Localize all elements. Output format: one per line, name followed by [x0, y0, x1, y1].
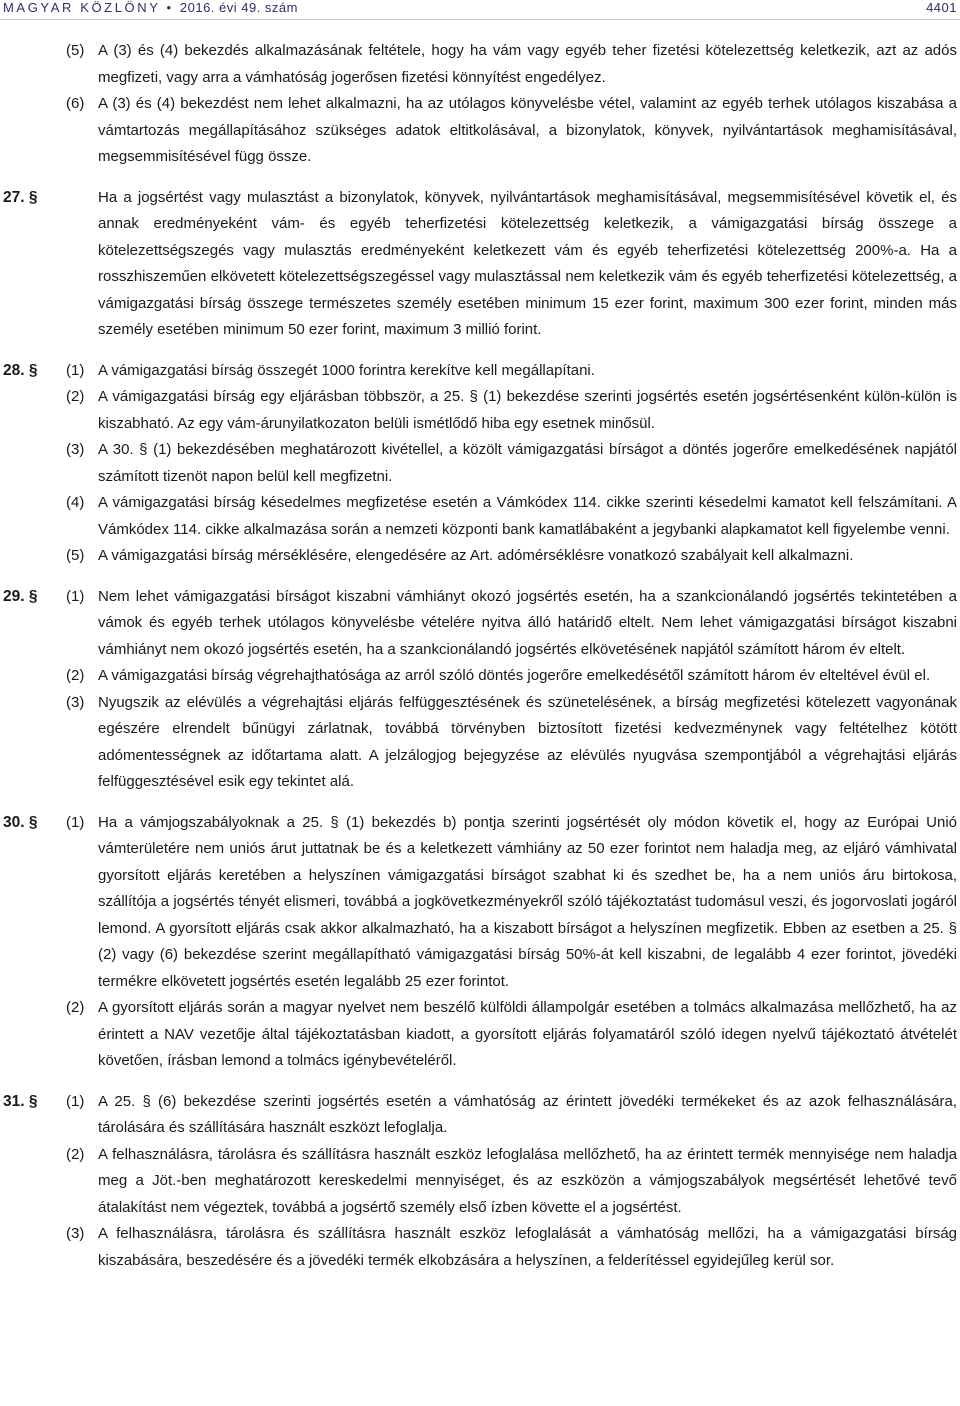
paragraph-number: (2)	[66, 1145, 85, 1163]
journal-title	[3, 0, 298, 15]
paragraph	[0, 437, 960, 490]
issue-label: 2016. évi 49. szám	[179, 0, 298, 15]
paragraph-text: A vámigazgatási bírság összegét 1000 forintra kerekítve kell megállapítani.	[98, 361, 595, 379]
section-number: 30. §	[3, 813, 38, 831]
paragraph	[0, 584, 960, 664]
paragraph-text: Nem lehet vámigazgatási bírságot kiszabni vámhiányt okozó jogsértés esetén, ha a szankcionálandó jogsértés tekintetében a vámok és egyéb terhek utólagos könyvelésbe vételére nyitva álló határidő eltelt. Nem lehet vámigazgatási bírságot kiszabni vámhiányt nem okozó jogsértés esetén, ha a szankcionálandó jogsértés elkövetésének napjától számított három év eltelt.	[98, 587, 957, 658]
paragraph-number: (2)	[66, 667, 85, 684]
paragraph-number: (4)	[66, 494, 85, 511]
paragraph-text: A vámigazgatási bírság mérséklésére, elengedésére az Art. adómérséklésre vonatkozó szabályait kell alkalmazni.	[98, 547, 854, 564]
paragraph-number: (2)	[66, 999, 85, 1016]
paragraph-number: (1)	[66, 1092, 85, 1110]
paragraph-text: A felhasználásra, tárolásra és szállításra használt eszköz lefoglalása mellőzhető, ha az érintett termék mennyisége nem haladja meg a Jöt.-ben meghatározott kereskedelmi mennyiséget, és az eszközön a vámjogszabályok megsértését lehetővé tevő átalakítást nem végeztek, továbbá a jogsértő személy első ízben követte el a jogsértést.	[98, 1145, 957, 1216]
paragraph	[0, 690, 960, 796]
paragraph-number: (2)	[66, 388, 85, 405]
paragraph-text: A vámigazgatási bírság egy eljárásban többször, a 25. § (1) bekezdése szerinti jogsértés esetén jogsértésenként külön-külön is kiszabható. Az egy vám-árunyilatkozaton belüli ismétlődő hiba egy esetnek minősül.	[98, 388, 957, 432]
paragraph-number: (5)	[66, 547, 85, 564]
paragraph	[0, 1089, 960, 1142]
page-header	[0, 0, 960, 20]
paragraph	[0, 358, 960, 385]
paragraph	[0, 38, 960, 91]
paragraph	[0, 91, 960, 171]
paragraph-number: (6)	[66, 95, 85, 112]
paragraph-text: Ha a jogsértést vagy mulasztást a bizonylatok, könyvek, nyilvántartások meghamisításával, megsemmisítésével követik el, és annak eredményeként vám- és egyéb teherfizetési kötelezettség keletkezik, a vámigazgatási bírság összege a kötelezettségszegés vagy mulasztás eredményeként keletkezett vám és egyéb teherfizetési kötelezettség 200%-a. Ha a rosszhiszeműen elkövetett kötelezettségszegéssel vagy mulasztással nem keletkezik vám és egyéb teherfizetési kötelezettség, a vámigazgatási bírság összege természetes személy esetében minimum 15 ezer forint, maximum 300 ezer forint, minden más személy esetében minimum 50 ezer forint, maximum 3 millió forint.	[98, 188, 957, 338]
section-29	[0, 584, 960, 796]
paragraph-text: Ha a vámjogszabályoknak a 25. § (1) bekezdés b) pontja szerinti jogsértését oly módon követik el, hogy az Európai Unió vámterületére nem uniós árut juttatnak be és a keletkezett vámhiány az 50 ezer forintot nem haladja meg, az eljáró vámhivatal gyorsított eljárás keretében a helyszínen vámigazgatási bírságot szabhat ki és szedhet be, ha a nem uniós áru birtokosa, szállítója a jogsértés tényét elismeri, továbbá a jogkövetkezményekről szóló tájékoztatást tudomásul veszi, és jogorvoslati jogáról lemond. A gyorsított eljárás csak akkor alkalmazható, ha a kiszabott bírságot a helyszínen megfizetik. Ebben az esetben a 25. § (2) vagy (6) bekezdése szerint megállapítható vámigazgatási bírság 50%-át kell kiszabni, de legalább 4 ezer forintot, jövedéki termékre elkövetett jogsértés esetén legalább 25 ezer forintot.	[98, 813, 957, 990]
section-28	[0, 358, 960, 570]
section-27	[0, 185, 960, 344]
paragraph-number: (1)	[66, 361, 85, 379]
section-31	[0, 1089, 960, 1275]
paragraph	[0, 810, 960, 996]
paragraph	[0, 663, 960, 690]
paragraph-number: (1)	[66, 587, 85, 605]
paragraph	[0, 1221, 960, 1274]
page-number: 4401	[926, 0, 957, 15]
header-divider	[0, 19, 960, 20]
paragraph-text: A 25. § (6) bekezdése szerinti jogsértés esetén a vámhatóság az érintett jövedéki termékeket és az azok felhasználására, tárolására és szállítására használt eszközt lefoglalja.	[98, 1092, 957, 1136]
section-number: 31. §	[3, 1092, 38, 1110]
paragraph	[0, 490, 960, 543]
section-30	[0, 810, 960, 1075]
paragraph-text: A vámigazgatási bírság késedelmes megfizetése esetén a Vámkódex 114. cikke szerinti késedelmi kamatot kell felszámítani. A Vámkódex 114. cikke alkalmazása során a nemzeti központi bank kamatlábaként a jegybanki alapkamatot kell figyelembe venni.	[98, 494, 957, 538]
paragraph-number: (3)	[66, 441, 85, 458]
header-bullet: •	[166, 0, 174, 15]
section-number: 27. §	[3, 188, 38, 206]
paragraph-text: A felhasználásra, tárolásra és szállításra használt eszköz lefoglalását a vámhatóság mellőzi, ha a vámigazgatási bírság kiszabására, beszedésére és a jövedéki termék elkobzására a helyszínen, a felderítéssel egyidejűleg kerül sor.	[98, 1225, 957, 1269]
paragraph-number: (3)	[66, 693, 85, 711]
paragraph-text: A (3) és (4) bekezdés alkalmazásának feltétele, hogy ha vám vagy egyéb teher fizetési kötelezettség keletkezik, azt az adós megfizeti, vagy arra a vámhatóság jogerősen fizetési könnyítést engedélyez.	[98, 42, 957, 86]
paragraph-number: (1)	[66, 813, 85, 831]
paragraph-number: (3)	[66, 1225, 85, 1242]
paragraph-text: A (3) és (4) bekezdést nem lehet alkalmazni, ha az utólagos könyvelésbe vétel, valamint az egyéb terhek utólagos kiszabása a vámtartozás megállapításához szükséges adatok eltitkolásával, a bizonylatok, könyvek, nyilvántartások meghamisításával, megsemmisítésével függ össze.	[98, 95, 957, 165]
section-number: 29. §	[3, 587, 38, 605]
paragraph	[0, 384, 960, 437]
section-text	[0, 185, 960, 344]
paragraph-text: A vámigazgatási bírság végrehajthatósága az arról szóló döntés jogerőre emelkedésétől számított három év elteltével évül el.	[98, 667, 931, 684]
paragraph	[0, 995, 960, 1075]
paragraph-text: A gyorsított eljárás során a magyar nyelvet nem beszélő külföldi állampolgár esetében a tolmács alkalmazása mellőzhető, ha az érintett a NAV vezetője által tájékoztatásban kiadott, a gyorsított eljárás folyamatáról szóló idegen nyelvű tájékoztató átvételét követően, írásban lemond a tolmács igénybevételéről.	[98, 999, 957, 1069]
paragraph-number: (5)	[66, 42, 85, 59]
paragraph-text: Nyugszik az elévülés a végrehajtási eljárás felfüggesztésének és szünetelésének, a bírság megfizetési kötelezett vagyonának egészére elrendelt bűnügyi zárlatnak, továbbá törvényben biztosított fizetési kedvezménynek vagy feltételhez kötött adómentességnek az időtartama alatt. A jelzálogjog bejegyzése az elévülés nyugvása szempontjából a végrehajtási eljárás felfüggesztésével esik egy tekintet alá.	[98, 693, 957, 790]
journal-name: MAGYAR KÖZLÖNY	[3, 0, 161, 15]
paragraph-text: A 30. § (1) bekezdésében meghatározott kivétellel, a közölt vámigazgatási bírságot a döntés jogerőre emelkedésének napjától számított tizenöt napon belül kell megfizetni.	[98, 441, 957, 485]
document-body	[0, 38, 960, 1274]
section-number: 28. §	[3, 361, 38, 379]
paragraph	[0, 543, 960, 570]
paragraph	[0, 1142, 960, 1222]
